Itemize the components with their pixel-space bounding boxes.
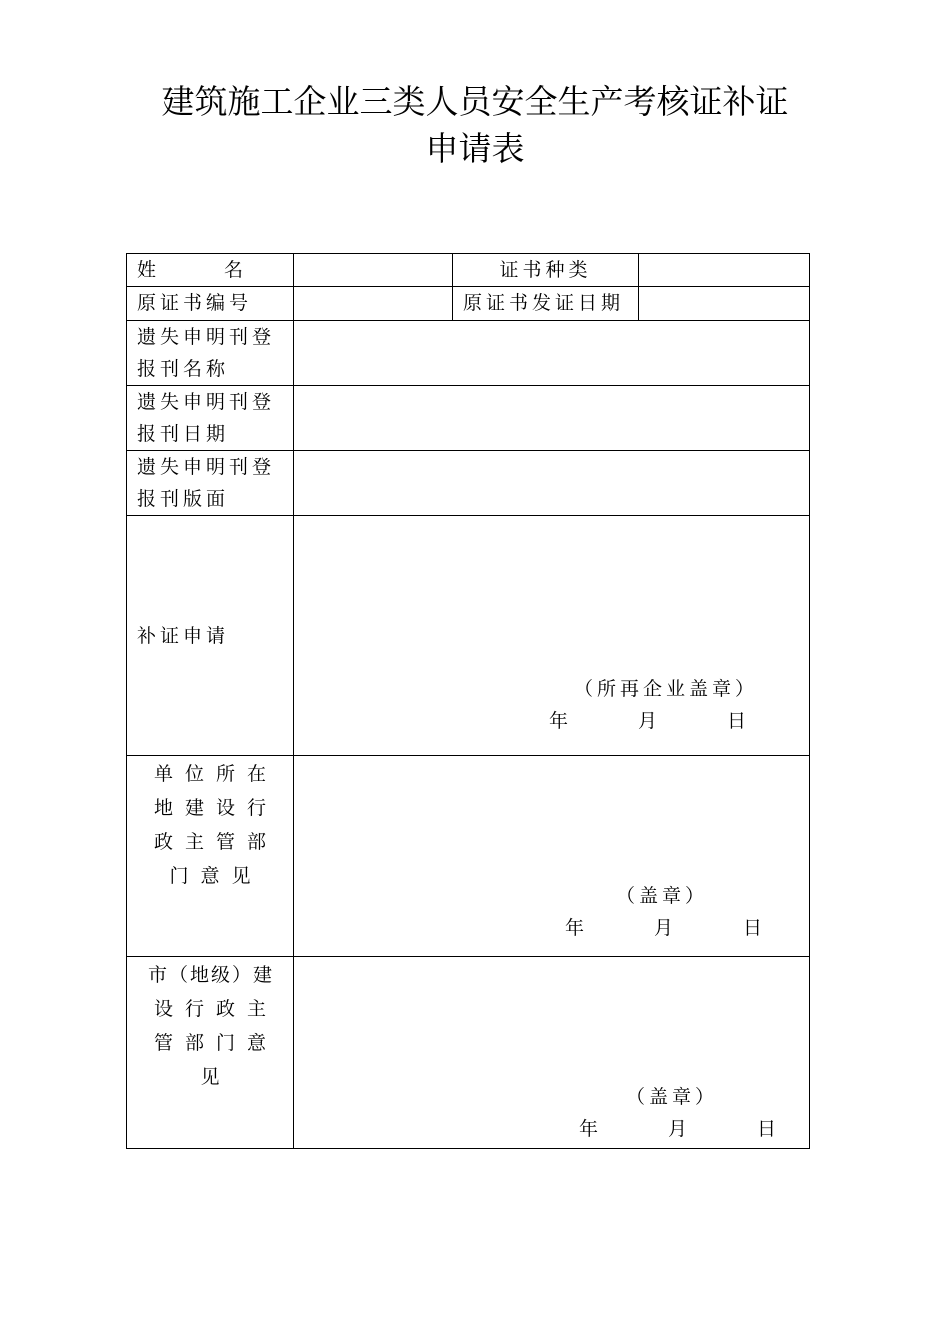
notice-paper-label: 遗失申明刊登 报刊名称 [127,321,294,386]
city-date-line: 年 月 日 [579,1118,777,1140]
reissue-application-form [126,253,810,1149]
orig-cert-no-field[interactable] [294,287,453,321]
name-field[interactable] [294,254,453,287]
city-opinion-label: 市（地级）建 设行政主 管部门意 见 [127,957,294,1149]
document-title [120,78,830,172]
reissue-label: 补证申请 [127,516,294,756]
title-line-2: 申请表 [425,129,525,168]
orig-cert-no-label: 原证书编号 [127,287,294,321]
city-opinion-field[interactable] [294,957,810,1149]
title-line-1: 建筑施工企业三类人员安全生产考核证补证 [161,82,789,121]
unit-opinion-label: 单位所在 地建设行 政主管部 门意见 [127,756,294,957]
notice-paper-field[interactable] [294,321,810,386]
unit-opinion-field[interactable] [294,756,810,957]
notice-page-field[interactable] [294,451,810,516]
cert-type-label: 证书种类 [453,254,639,287]
reissue-stamp-note: （所再企业盖章） [574,678,759,700]
name-label: 姓 名 [127,254,294,287]
unit-stamp-note: （盖章） [616,885,709,907]
orig-cert-date-label: 原证书发证日期 [453,287,639,321]
reissue-date-line: 年 月 日 [549,710,747,732]
city-stamp-note: （盖章） [626,1086,719,1108]
reissue-field[interactable] [294,516,810,756]
notice-date-label: 遗失申明刊登 报刊日期 [127,386,294,451]
unit-date-line: 年 月 日 [565,917,763,939]
notice-date-field[interactable] [294,386,810,451]
cert-type-field[interactable] [639,254,810,287]
orig-cert-date-field[interactable] [639,287,810,321]
notice-page-label: 遗失申明刊登 报刊版面 [127,451,294,516]
